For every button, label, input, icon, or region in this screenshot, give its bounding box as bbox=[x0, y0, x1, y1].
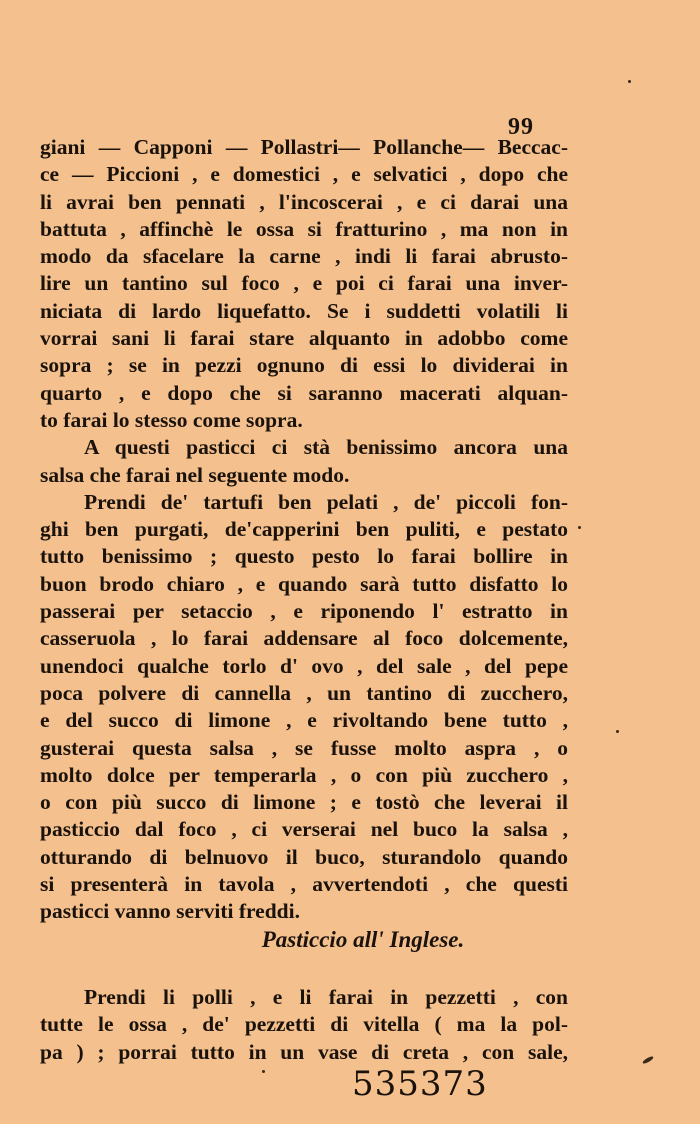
text-line: ghi ben purgati, de'capperini ben puliti, e pestato bbox=[40, 517, 568, 542]
text-line: tutto benissimo ; questo pesto lo farai bollire in bbox=[40, 544, 568, 569]
text-line: pasticci vanno serviti freddi. bbox=[40, 899, 300, 924]
text-line: to farai lo stesso come sopra. bbox=[40, 407, 303, 432]
continuation-text-block bbox=[40, 984, 568, 1066]
text-line: otturando di belnuovo il buco, sturandolo quando bbox=[40, 844, 568, 869]
text-line: vorrai sani li farai stare alquanto in adobbo come bbox=[40, 326, 568, 351]
text-line: giani — Capponi — Pollastri— Pollanche— Beccac- bbox=[40, 135, 568, 159]
paragraph-salsa-intro bbox=[40, 434, 568, 489]
paragraph-salsa-recipe bbox=[40, 489, 568, 926]
text-line: niciata di lardo liquefatto. Se i suddetti volatili li bbox=[40, 298, 568, 323]
paper-speck bbox=[628, 80, 631, 83]
text-line: passerai per setaccio , e riponendo l' estratto in bbox=[40, 599, 568, 624]
text-line: casseruola , lo farai addensare al foco dolcemente, bbox=[40, 626, 568, 651]
section-heading-text: Pasticcio all' Inglese. bbox=[261, 927, 465, 952]
text-line: Prendi li polli , e li farai in pezzetti , con bbox=[84, 985, 568, 1009]
paragraph-volatili bbox=[40, 134, 568, 434]
text-line: pasticcio dal foco , ci verserai nel buco la salsa , bbox=[40, 817, 568, 842]
text-line: tutte le ossa , de' pezzetti di vitella ( ma la pol- bbox=[40, 1012, 568, 1037]
text-line: battuta , affinchè le ossa si fratturino , ma non in bbox=[40, 216, 568, 241]
paper-speck bbox=[642, 1055, 654, 1064]
paper-speck bbox=[616, 730, 619, 733]
paper-speck bbox=[578, 526, 581, 529]
text-line: unendoci qualche torlo d' ovo , del sale , del pepe bbox=[40, 653, 568, 678]
text-line: A questi pasticci ci stà benissimo ancora una bbox=[84, 435, 568, 460]
text-line: quarto , e dopo che si saranno macerati alquan- bbox=[40, 380, 568, 405]
text-line: modo da sfacelare la carne , indi li farai abrusto- bbox=[40, 244, 568, 269]
page-number: 99 bbox=[508, 114, 534, 140]
text-line: ce — Piccioni , e domestici , e selvatici , dopo che bbox=[40, 162, 568, 187]
text-line: Prendi de' tartufi ben pelati , de' piccoli fon- bbox=[84, 489, 568, 514]
text-line: poca polvere di cannella , un tantino di zucchero, bbox=[40, 680, 568, 705]
text-line: lire un tantino sul foco , e poi ci farai una inver- bbox=[40, 271, 568, 296]
paper-speck bbox=[262, 1070, 265, 1073]
text-line: o con più succo di limone ; e tostò che leverai il bbox=[40, 790, 568, 815]
text-line: li avrai ben pennati , l'incoscerai , e ci darai una bbox=[40, 189, 568, 214]
section-heading bbox=[0, 927, 700, 953]
text-line: buon brodo chiaro , e quando sarà tutto disfatto lo bbox=[40, 571, 568, 596]
text-line: salsa che farai nel seguente modo. bbox=[40, 462, 350, 487]
text-line: sopra ; se in pezzi ognuno di essi lo dividerai in bbox=[40, 353, 568, 378]
catalog-stamp-number: 535373 bbox=[352, 1064, 488, 1104]
text-line: pa ) ; porrai tutto in un vase di creta , con sale, bbox=[40, 1039, 568, 1064]
text-line: e del succo di limone , e rivoltando bene tutto , bbox=[40, 708, 568, 733]
text-line: gusterai questa salsa , se fusse molto aspra , o bbox=[40, 735, 568, 760]
text-line: molto dolce per temperarla , o con più zucchero , bbox=[40, 762, 568, 787]
text-line: si presenterà in tavola , avvertendoti , che questi bbox=[40, 872, 568, 897]
main-text-block bbox=[40, 134, 568, 926]
